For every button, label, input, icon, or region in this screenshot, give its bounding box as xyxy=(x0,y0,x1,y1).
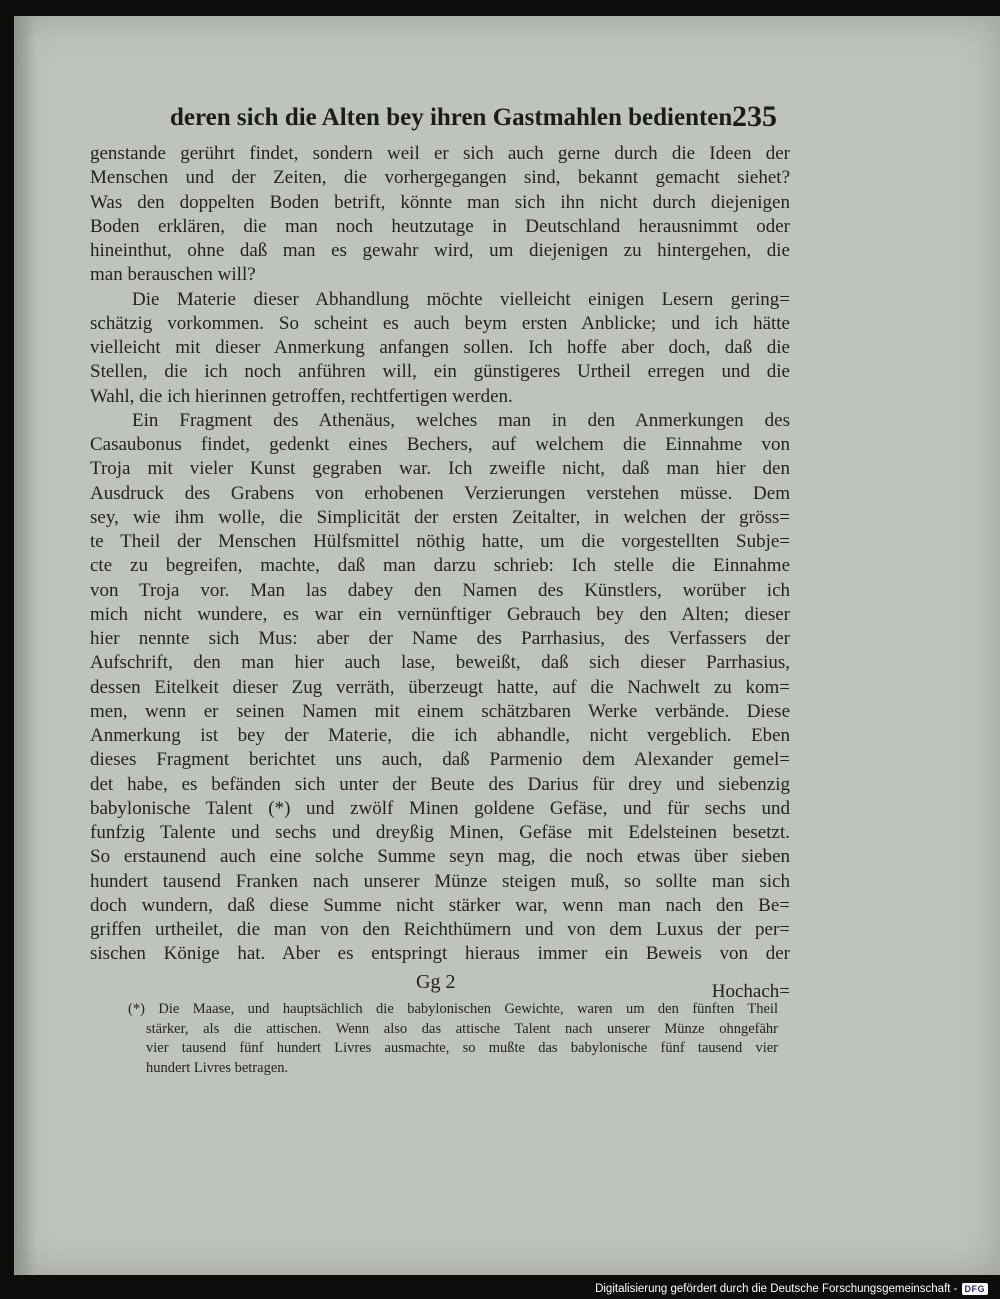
text-line: hundert tausend Franken nach unserer Münze steigen muß, so sollte man sich xyxy=(90,870,790,892)
running-head xyxy=(170,100,800,140)
signature-mark: Gg 2 xyxy=(416,971,456,993)
text-line: det habe, es befänden sich unter der Beute des Darius für drey und siebenzig xyxy=(90,773,790,795)
text-line: Casaubonus findet, gedenkt eines Bechers, auf welchem die Einnahme von xyxy=(90,434,790,455)
text-line: Menschen und der Zeiten, die vorhergegangen sind, bekannt gemacht siehet? xyxy=(90,167,790,189)
text-line: Boden erklären, die man noch heutzutage in Deutschland herausnimmt oder xyxy=(90,215,790,237)
text-line: hier nennte sich Mus: aber der Name des Parrhasius, des Verfassers der xyxy=(90,628,790,649)
text-line: funfzig Talente und sechs und dreyßig Minen, Gefäse mit Edelsteinen besetzt. xyxy=(90,822,790,843)
text-line: Ausdruck des Grabens von erhobenen Verzierungen verstehen müsse. Dem xyxy=(90,482,790,504)
main-text-block xyxy=(90,142,790,967)
text-line: man berauschen will? xyxy=(90,264,256,286)
text-line: babylonische Talent (*) und zwölf Minen goldene Gefäse, und für sechs und xyxy=(90,797,790,819)
footnote-line: (*) Die Maase, und hauptsächlich die babylonischen Gewichte, waren um den fünften Theil xyxy=(128,1001,778,1017)
text-line: hineinthut, ohne daß man es gewahr wird, um diejenigen zu hintergehen, die xyxy=(90,240,790,261)
text-line: Anmerkung ist bey der Materie, die ich abhandle, nicht vergeblich. Eben xyxy=(90,725,790,746)
text-line: genstande gerührt findet, sondern weil er sich auch gerne durch die Ideen der xyxy=(90,143,790,164)
text-line: griffen urtheilet, die man von den Reichthümern und von dem Luxus der per= xyxy=(90,919,790,940)
running-head-title: deren sich die Alten bey ihren Gastmahlen bedienten. xyxy=(170,104,739,131)
text-line: sey, wie ihm wolle, die Simplicität der ersten Zeitalter, in welchen der gröss= xyxy=(90,506,790,528)
text-line: Wahl, die ich hierinnen getroffen, rechtfertigen werden. xyxy=(90,385,513,407)
text-line: vielleicht mit dieser Anmerkung anfangen sollen. Ich hoffe aber doch, daß die xyxy=(90,337,790,358)
text-line: cte zu begreifen, machte, daß man darzu schrieb: Ich stelle die Einnahme xyxy=(90,555,790,577)
text-line: te Theil der Menschen Hülfsmittel nöthig hatte, um die vorgestellten Subje= xyxy=(90,531,790,552)
text-line: men, wenn er seinen Namen mit einem schätzbaren Werke verbände. Diese xyxy=(90,700,790,722)
text-line: sischen Könige hat. Aber es entspringt hieraus immer ein Beweis von der xyxy=(90,943,790,965)
text-line: Troja mit vieler Kunst gegraben war. Ich zweifle nicht, daß man hier den xyxy=(90,458,790,480)
text-line: Ein Fragment des Athenäus, welches man in den Anmerkungen des xyxy=(132,409,790,431)
text-line: mich nicht wundere, es war ein vernünftiger Gebrauch bey den Alten; dieser xyxy=(90,603,790,625)
text-line: Stellen, die ich noch anführen will, ein günstigeres Urtheil erregen und die xyxy=(90,361,790,383)
footnote-line: hundert Livres betragen. xyxy=(146,1059,289,1076)
catchword: Hochach= xyxy=(711,981,790,1002)
credit-text: Digitalisierung gefördert durch die Deutsche Forschungsgemeinschaft - xyxy=(595,1283,958,1295)
text-line: schätzig vorkommen. So scheint es auch beym ersten Anblicke; und ich hätte xyxy=(90,312,790,334)
footnote-line: stärker, als die attischen. Wenn also das attische Talent nach unserer Münze ohngefähr xyxy=(146,1020,778,1037)
text-line: So erstaunend auch eine solche Summe seyn mag, die noch etwas über sieben xyxy=(90,846,790,868)
text-line: von Troja vor. Man las dabey den Namen des Künstlers, worüber ich xyxy=(90,579,790,601)
text-line: Die Materie dieser Abhandlung möchte vielleicht einigen Lesern gering= xyxy=(132,288,790,310)
text-line: dieses Fragment berichtet uns auch, daß Parmenio dem Alexander gemel= xyxy=(90,749,790,771)
page-number: 235 xyxy=(732,100,777,133)
footnote xyxy=(128,1000,778,1078)
page-gutter-shadow xyxy=(14,16,36,1275)
text-line: doch wundern, daß diese Summe nicht stärker war, wenn man nach den Be= xyxy=(90,894,790,916)
digitization-credit xyxy=(595,1281,988,1297)
text-line: Aufschrift, den man hier auch lase, beweißt, daß sich dieser Parrhasius, xyxy=(90,652,790,674)
text-line: dessen Eitelkeit dieser Zug verräth, überzeugt hatte, auf die Nachwelt zu kom= xyxy=(90,676,790,698)
footnote-line: vier tausend fünf hundert Livres ausmachte, so mußte das babylonische fünf tausend vier xyxy=(146,1040,778,1056)
signature-line xyxy=(90,971,790,1002)
dfg-logo-icon: DFG xyxy=(962,1283,989,1295)
text-line: Was den doppelten Boden betrift, könnte man sich ihn nicht durch diejenigen xyxy=(90,191,790,213)
